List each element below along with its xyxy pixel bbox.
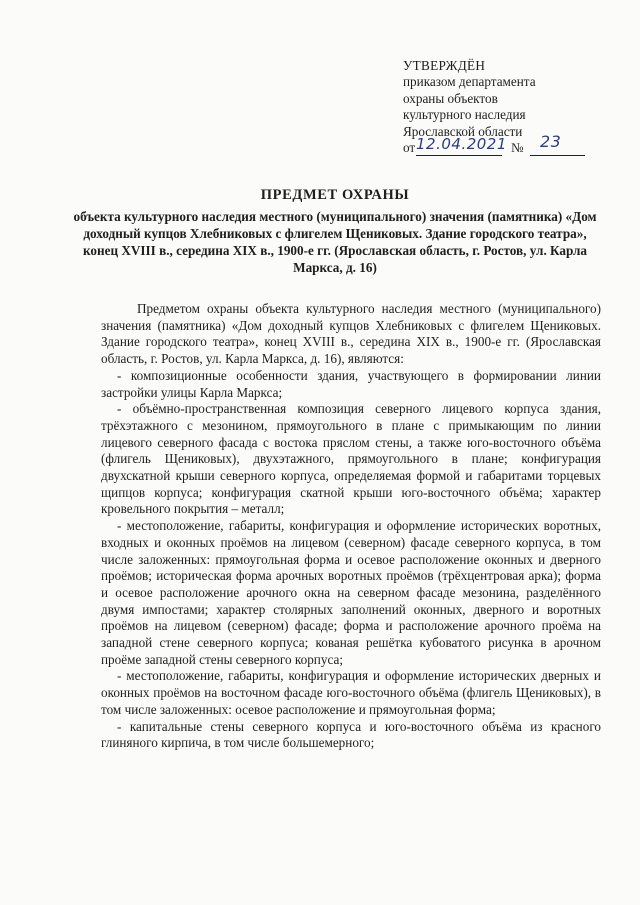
list-item: - объёмно-пространственная композиция северного лицевого корпуса здания, трёхэтажного с мезонином, прямоугольного в плане с примыкающим по линии лицевого северного фасада с востока пряслом стены, а также юго-восточного объёма (флигель Щениковых), двухэтажного, прямоугольного в плане; конфигурация двухскатной крыши северного корпуса, определяемая формой и габаритами торцевых щипцов корпуса; конфигурация скатной крыши юго-восточного объёма; характер кровельного покрытия – металл;: [101, 401, 601, 517]
list-item: - композиционные особенности здания, участвующего в формировании линии застройки улицы Карла Маркса;: [101, 367, 601, 400]
approval-line: приказом департамента: [403, 74, 536, 90]
approval-date-line: [403, 132, 603, 158]
intro-paragraph: Предметом охраны объекта культурного наследия местного (муниципального) значения (памятника) «Дом доходный купцов Хлебниковых с флигелем Щениковых. Здание городского театра», конец XVIII в., середина XIX в., 1900-е гг. (Ярославская область, г. Ростов, ул. Карла Маркса, д. 16), являются:: [101, 301, 601, 367]
list-item: - местоположение, габариты, конфигурация и оформление исторических дверных и оконных проёмов на восточном фасаде юго-восточного объёма (флигель Щениковых), в том числе заложенных: осевое расположение и прямоугольная форма;: [101, 668, 601, 717]
approval-heading: УТВЕРЖДЁН: [403, 58, 486, 73]
list-item: - местоположение, габариты, конфигурация и оформление исторических воротных, входных и оконных проёмов на лицевом (северном) фасаде северного корпуса, в том числе заложенных: прямоугольная форма и осевое расположение оконных и дверного проёмов; историческая форма арочных воротных проёмов (трёхцентровая арка); форма и осевое расположение арочного окна на северном фасаде мезонина, разделённого двумя импостами; характер столярных заполнений оконных, дверного и воротных проёмов на лицевом (северном) фасаде; форма и расположение арочного проёма на западной стене северного корпуса; кованая решётка кубоватого рисунка в арочном проёме западной стены северного корпуса;: [101, 518, 601, 667]
approval-line: Ярославской области: [403, 123, 523, 139]
handwritten-number: 23: [540, 132, 562, 152]
approval-line: охраны объектов: [403, 90, 498, 106]
approval-stamp: [403, 58, 603, 158]
document-title: ПРЕДМЕТ ОХРАНЫ: [260, 187, 410, 203]
number-prefix: №: [511, 140, 524, 156]
document-body: [101, 301, 601, 752]
list-item: - капитальные стены северного корпуса и юго-восточного объёма из красного глиняного кирпича, в том числе большемерного;: [101, 718, 601, 751]
approval-line: культурного наследия: [403, 107, 526, 123]
date-underline: [416, 155, 502, 156]
handwritten-date: 12.04.2021: [416, 135, 507, 154]
document-subtitle: объекта культурного наследия местного (муниципального) значения (памятника) «Дом доходный купцов Хлебниковых с флигелем Щениковых. Здание городского театра», конец XVIII в., середина XIX в., 1900-е гг. (Ярославская область, г. Ростов, ул. Карла Маркса, д. 16): [73, 209, 597, 275]
date-prefix: от: [403, 140, 416, 156]
number-underline: [530, 155, 585, 156]
document-title-block: [70, 187, 600, 276]
